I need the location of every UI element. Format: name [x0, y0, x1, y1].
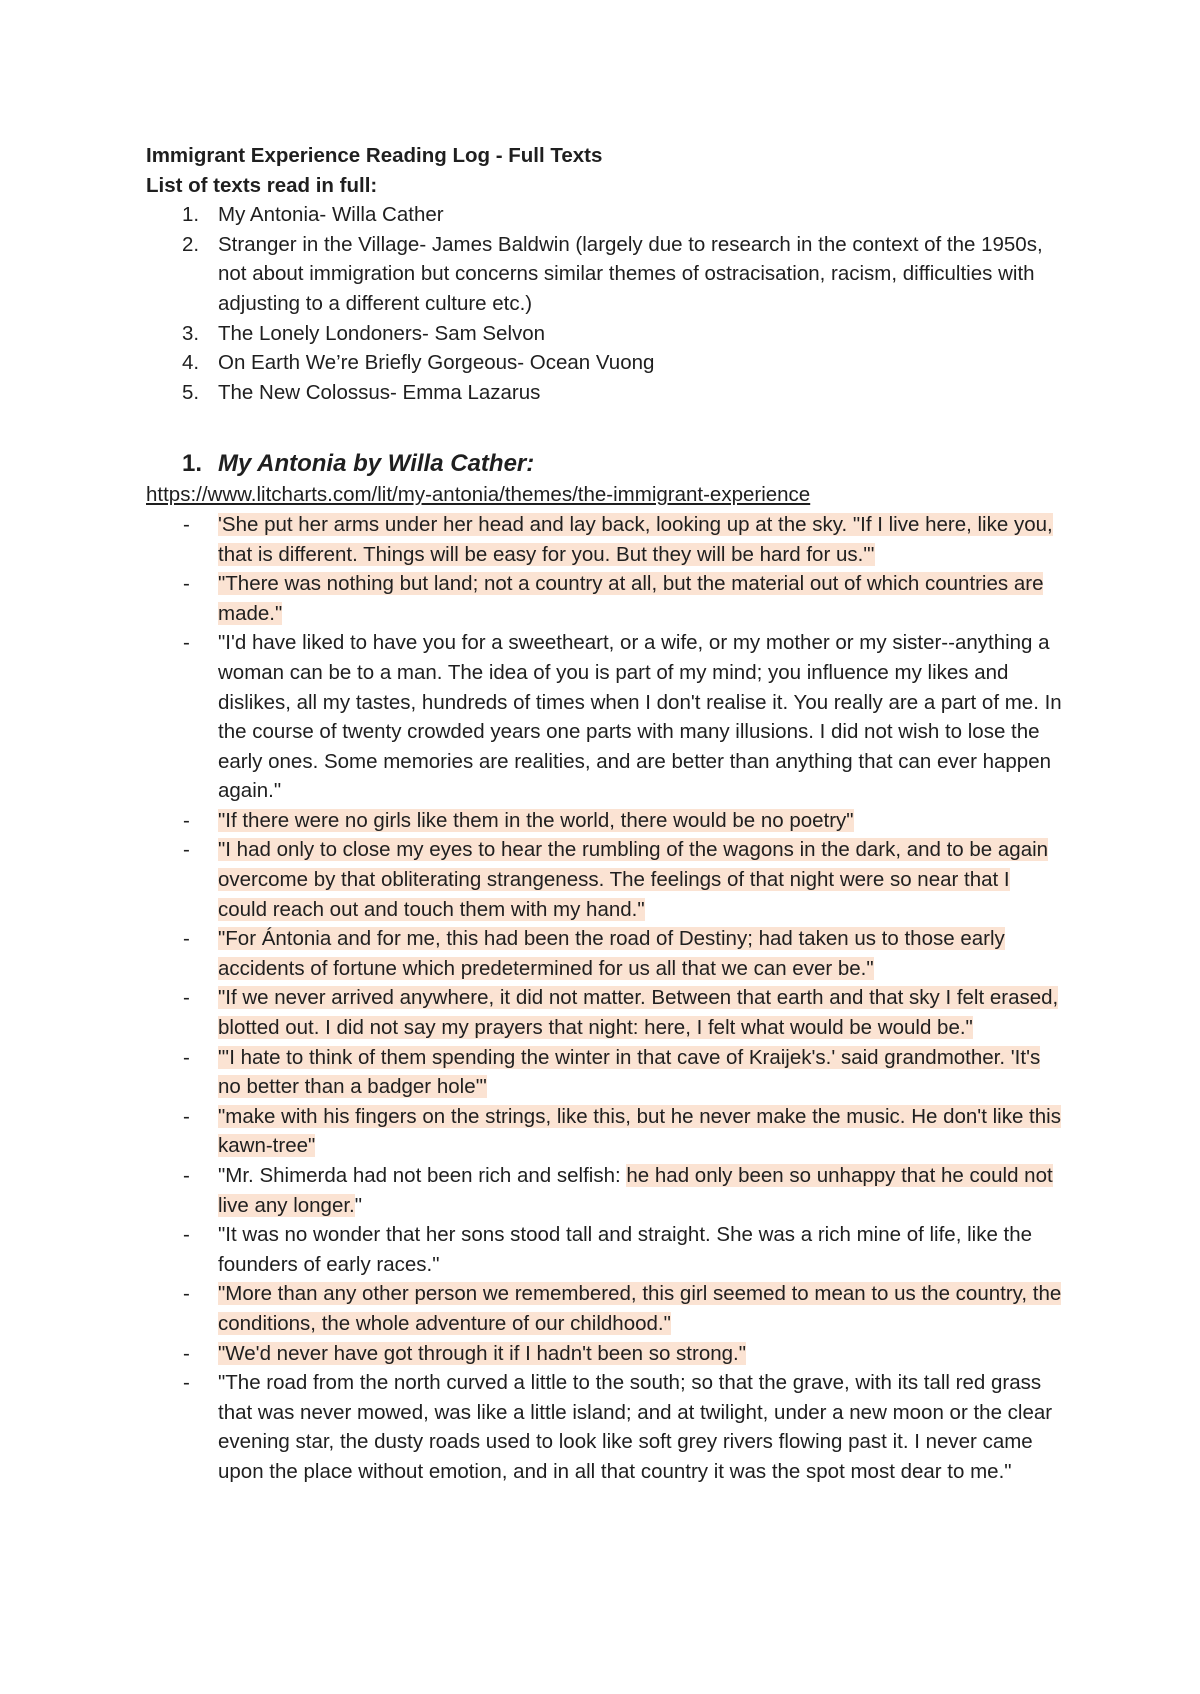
bullet-dash: -	[183, 808, 190, 832]
quote-highlight: he had only been so unhappy that he could not live any longer.	[218, 1164, 1053, 1217]
list-heading: List of texts read in full:	[146, 173, 378, 197]
bullet-dash: -	[183, 1223, 190, 1247]
quote-highlight: "make with his fingers on the strings, like this, but he never make the music. He don't like this kawn-tree"	[218, 1104, 1061, 1158]
quote-item	[146, 806, 1076, 836]
quote-item	[146, 1368, 1076, 1486]
document-title: Immigrant Experience Reading Log - Full Texts	[146, 144, 603, 167]
quote-highlight: "There was nothing but land; not a country at all, but the material out of which countries are made."	[218, 572, 1044, 625]
quote-highlight: 'She put her arms under her head and lay back, looking up at the sky. "If I live here, like you, that is different. Things will be easy for you. But they will be hard for us."'	[218, 512, 1053, 566]
quote-highlight: "If there were no girls like them in the world, there would be no poetry"	[218, 808, 854, 832]
list-item-label: On Earth We’re Briefly Gorgeous- Ocean Vuong	[218, 351, 655, 375]
document-page	[146, 141, 1076, 1487]
list-item-label: My Antonia- Willa Cather	[218, 203, 444, 227]
quote-item	[146, 1220, 1076, 1279]
list-number: 3.	[182, 321, 200, 345]
bullet-dash: -	[183, 572, 190, 596]
list-number: 2.	[182, 232, 200, 256]
section-heading	[146, 448, 1076, 480]
litcharts-link[interactable]: https://www.litcharts.com/lit/my-antonia/themes/the-immigrant-experience	[146, 483, 811, 507]
bullet-dash: -	[183, 512, 190, 536]
list-item	[146, 378, 1076, 408]
quote-highlight: "We'd never have got through it if I hadn't been so strong."	[218, 1341, 746, 1365]
list-number: 5.	[182, 380, 200, 404]
list-item	[146, 230, 1076, 319]
quote-text: "Mr. Shimerda had not been rich and selfish:	[218, 1164, 627, 1187]
bullet-dash: -	[183, 1045, 190, 1069]
bullet-dash: -	[183, 1164, 190, 1187]
list-item	[146, 348, 1076, 378]
quote-item	[146, 1102, 1076, 1161]
list-item	[146, 319, 1076, 349]
section-title: My Antonia by Willa Cather:	[218, 450, 535, 478]
quotes-list	[146, 510, 1076, 1487]
list-number: 4.	[182, 351, 200, 375]
bullet-dash: -	[183, 631, 190, 655]
list-item-label: Stranger in the Village- James Baldwin (largely due to research in the context of the 1950s, not about immigration but concerns similar themes of ostracisation, racism, difficulties with adjusting to a different culture etc.)	[218, 232, 1043, 315]
quote-item	[146, 1279, 1076, 1338]
quote-item	[146, 1043, 1076, 1102]
list-number: 1.	[182, 203, 200, 227]
quote-highlight: "If we never arrived anywhere, it did not matter. Between that earth and that sky I felt erased, blotted out. I did not say my prayers that night: here, I felt what would be would be."	[218, 986, 1059, 1040]
quote-text-end: "	[354, 1193, 363, 1217]
quote-highlight: "More than any other person we remembered, this girl seemed to mean to us the country, the conditions, the whole adventure of our childhood."	[218, 1282, 1062, 1335]
quote-highlight: "I had only to close my eyes to hear the rumbling of the wagons in the dark, and to be again overcome by that obliterating strangeness. The feelings of that night were so near that I could reach out and touch them with my hand."	[218, 838, 1049, 921]
bullet-dash: -	[183, 1282, 190, 1306]
quote-text: "The road from the north curved a little to the south; so that the grave, with its tall red grass that was never mowed, was like a little island; and at twilight, under a new moon or the clear evening star, the dusty roads used to look like soft grey rivers flowing past it. I never came upon the place without emotion, and in all that country it was the spot most dear to me."	[218, 1371, 1053, 1483]
quote-item	[146, 1339, 1076, 1369]
quote-highlight: "'I hate to think of them spending the winter in that cave of Kraijek's.' said grandmother. 'It's no better than a badger hole'"	[218, 1045, 1041, 1099]
list-item	[146, 200, 1076, 230]
quote-item	[146, 628, 1076, 806]
list-item-label: The New Colossus- Emma Lazarus	[218, 380, 541, 404]
bullet-dash: -	[183, 986, 190, 1010]
quote-text: "I'd have liked to have you for a sweetheart, or a wife, or my mother or my sister--anything a woman can be to a man. The idea of you is part of my mind; you influence my likes and dislikes, all my tastes, hundreds of times when I don't realise it. You really are a part of me. In the course of twenty crowded years one parts with many illusions. I did not wish to lose the early ones. Some memories are realities, and are better than anything that can ever happen again."	[218, 631, 1062, 803]
quote-text: "It was no wonder that her sons stood tall and straight. She was a rich mine of life, like the founders of early races."	[218, 1223, 1033, 1276]
list-item-label: The Lonely Londoners- Sam Selvon	[218, 321, 546, 345]
quote-highlight: "For Ántonia and for me, this had been the road of Destiny; had taken us to those early accidents of fortune which predetermined for us all that we can ever be."	[218, 927, 1005, 980]
bullet-dash: -	[183, 838, 190, 862]
bullet-dash: -	[183, 1104, 190, 1128]
quote-item	[146, 510, 1076, 569]
texts-list	[146, 200, 1076, 407]
bullet-dash: -	[183, 1371, 190, 1395]
quote-item	[146, 835, 1076, 924]
quote-item	[146, 569, 1076, 628]
quote-item	[146, 983, 1076, 1042]
quote-item	[146, 1161, 1076, 1220]
quote-item	[146, 924, 1076, 983]
section-number: 1.	[182, 450, 203, 478]
bullet-dash: -	[183, 927, 190, 951]
bullet-dash: -	[183, 1341, 190, 1365]
